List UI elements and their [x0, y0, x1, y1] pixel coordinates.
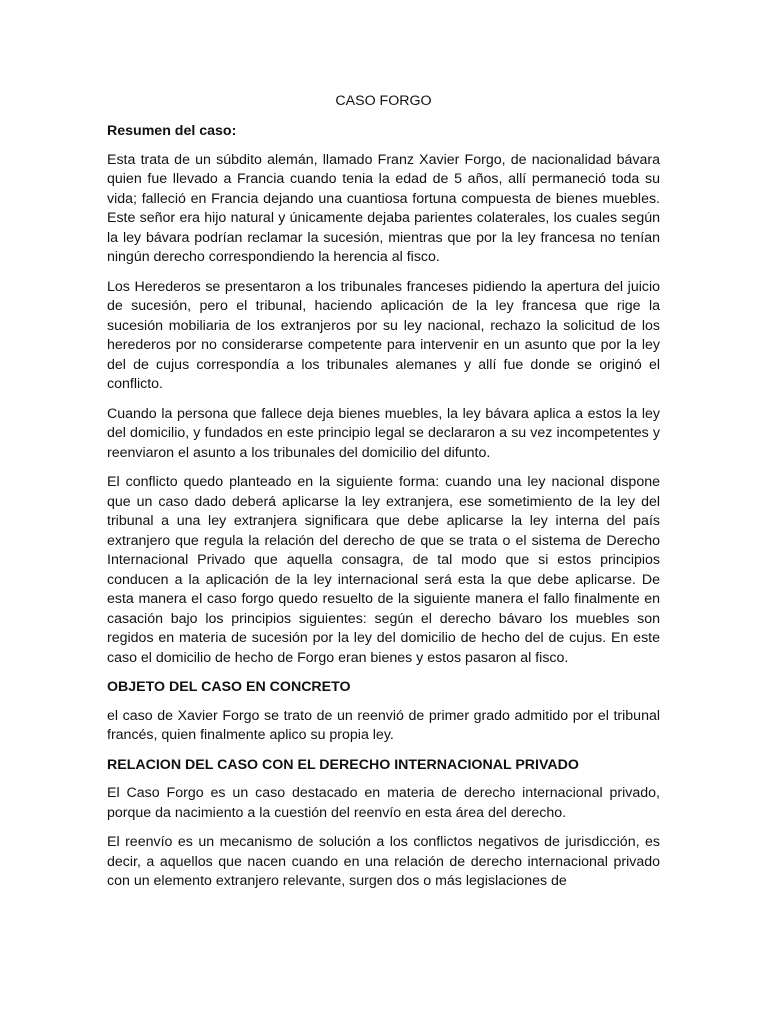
paragraph: Cuando la persona que fallece deja bienes muebles, la ley bávara aplica a estos la ley del domicilio, y fundados en este principio legal se declararon a su vez incompetentes y reenviaron el asunto a los tribunales del domicilio del difunto.: [107, 405, 660, 461]
document-page: [107, 92, 660, 902]
paragraph: Los Herederos se presentaron a los tribunales franceses pidiendo la apertura del juicio de sucesión, pero el tribunal, haciendo aplicación de la ley francesa que rige la sucesión mobiliaria de los extranjeros por su ley nacional, rechazo la solicitud de los herederos por no considerarse competente para intervenir en un asunto que por la ley del de cujus correspondía a los tribunales alemanes y allí fue donde se originó el conflicto.: [107, 278, 660, 392]
paragraph: El reenvío es un mecanismo de solución a los conflictos negativos de jurisdicción, es decir, a aquellos que nacen cuando en una relación de derecho internacional privado con un elemento extranjero relevante, surgen dos o más legislaciones de: [107, 834, 660, 889]
object-heading: OBJETO DEL CASO EN CONCRETO: [107, 679, 351, 695]
summary-heading: Resumen del caso:: [107, 123, 237, 139]
relation-heading: RELACION DEL CASO CON EL DERECHO INTERNACIONAL PRIVADO: [107, 756, 579, 773]
paragraph: El Caso Forgo es un caso destacado en materia de derecho internacional privado, porque da nacimiento a la cuestión del reenvío en esta área del derecho.: [107, 785, 660, 821]
document-title: CASO FORGO: [335, 93, 432, 109]
paragraph: El conflicto quedo planteado en la siguiente forma: cuando una ley nacional dispone que un caso dado deberá aplicarse la ley extranjera, ese sometimiento de la ley del tribunal a una ley extranjera significara que debe aplicarse la ley interna del país extranjero que regula la relación del derecho de que se trata o el sistema de Derecho Internacional Privado que aquella consagra, de tal modo que si estos principios conducen a la aplicación de la ley internacional será esta la que debe aplicarse. De esta manera el caso forgo quedo resuelto de la siguiente manera el fallo finalmente en casación bajo los principios siguientes: según el derecho bávaro los muebles son regidos en materia de sucesión por la ley del domicilio de hecho del de cujus. En este caso el domicilio de hecho de Forgo eran bienes y estos pasaron al fisco.: [107, 474, 660, 666]
paragraph: Esta trata de un súbdito alemán, llamado Franz Xavier Forgo, de nacionalidad bávara quien fue llevado a Francia cuando tenia la edad de 5 años, allí permaneció toda su vida; falleció en Francia dejando una cuantiosa fortuna compuesta de bienes muebles. Este señor era hijo natural y únicamente dejaba parientes colaterales, los cuales según la ley bávara podrían reclamar la sucesión, mientras que por la ley francesa no tenían ningún derecho correspondiendo la herencia al fisco.: [107, 151, 660, 265]
object-paragraph: el caso de Xavier Forgo se trato de un reenvió de primer grado admitido por el tribunal francés, quien finalmente aplico su propia ley.: [107, 707, 660, 743]
